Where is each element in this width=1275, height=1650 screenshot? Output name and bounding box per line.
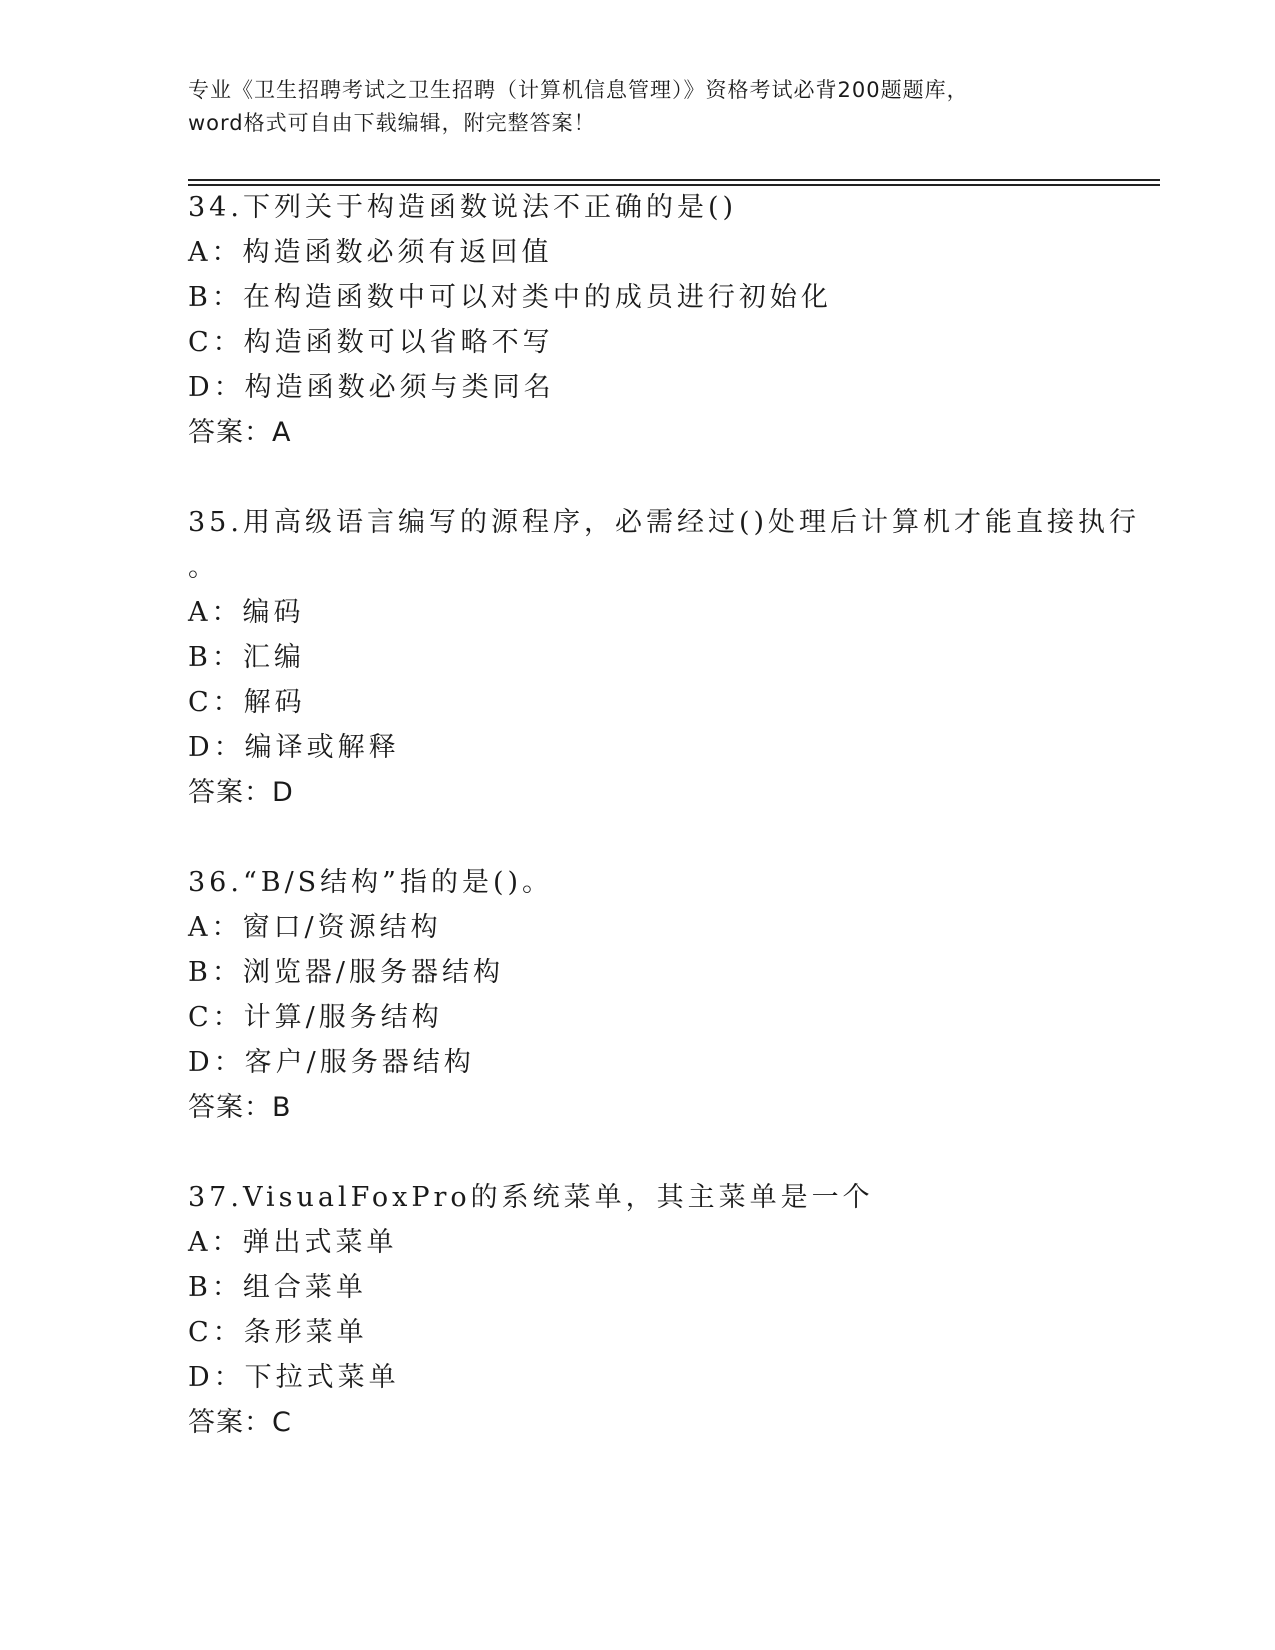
option-a: A：编码 — [188, 597, 305, 628]
option-c: C：计算/服务结构 — [188, 1002, 443, 1033]
answer: 答案：C — [188, 1407, 292, 1438]
question-stem: 34.下列关于构造函数说法不正确的是() — [188, 192, 738, 223]
option-b: B：汇编 — [188, 642, 305, 673]
question-stem: 35.用高级语言编写的源程序，必需经过()处理后计算机才能直接执行 — [188, 507, 1141, 538]
answer: 答案：D — [188, 777, 294, 808]
option-d: D：下拉式菜单 — [188, 1362, 400, 1393]
question-stem: 36.“B/S结构”指的是()。 — [188, 867, 554, 898]
option-b: B：浏览器/服务器结构 — [188, 957, 504, 988]
question-stem: 37.VisualFoxPro的系统菜单，其主菜单是一个 — [188, 1182, 874, 1213]
header-rule-top — [188, 179, 1160, 181]
option-c: C：构造函数可以省略不写 — [188, 327, 554, 358]
option-c: C：解码 — [188, 687, 306, 718]
option-a: A：窗口/资源结构 — [188, 912, 442, 943]
option-a: A：构造函数必须有返回值 — [188, 237, 553, 268]
option-a: A：弹出式菜单 — [188, 1227, 398, 1258]
header-line-2: word格式可自由下载编辑，附完整答案！ — [188, 111, 596, 135]
option-d: D：编译或解释 — [188, 732, 400, 763]
option-b: B：在构造函数中可以对类中的成员进行初始化 — [188, 282, 832, 313]
option-d: D：客户/服务器结构 — [188, 1047, 475, 1078]
option-b: B：组合菜单 — [188, 1272, 367, 1303]
document-header — [188, 74, 1088, 140]
answer: 答案：B — [188, 1092, 292, 1123]
header-rule-bottom — [188, 184, 1160, 186]
option-c: C：条形菜单 — [188, 1317, 368, 1348]
question-stem-continuation: 。 — [188, 552, 219, 583]
answer: 答案：A — [188, 417, 292, 448]
option-d: D：构造函数必须与类同名 — [188, 372, 555, 403]
header-line-1: 专业《卫生招聘考试之卫生招聘（计算机信息管理）》资格考试必背200题题库， — [188, 78, 969, 102]
